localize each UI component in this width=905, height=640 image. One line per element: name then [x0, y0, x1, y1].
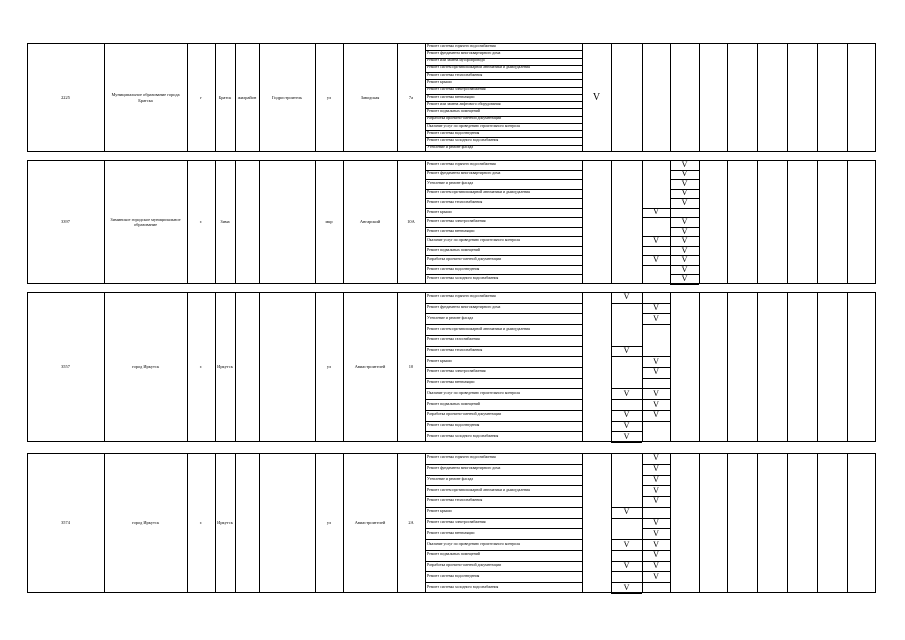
check-mark: V — [653, 496, 659, 506]
mark-cell-border — [611, 346, 642, 347]
work-item: Ремонт системы холодного водоснабжения — [427, 584, 499, 589]
column-divider — [817, 453, 818, 593]
cell-city: Иркутск — [217, 364, 233, 370]
work-item: Ремонт системы водоотведения — [427, 266, 480, 271]
mark-cell-border — [670, 189, 699, 190]
column-divider — [787, 292, 788, 442]
work-row-divider — [425, 246, 582, 247]
work-row-divider — [425, 189, 582, 190]
work-row-divider — [425, 72, 582, 73]
mark-cell-border — [611, 303, 642, 304]
cell-district: жилрайон — [237, 94, 257, 100]
work-item: Ремонт системы холодного водоснабжения — [427, 138, 499, 143]
work-item: Ремонт или замена лифтового оборудования — [427, 101, 501, 106]
work-row-divider — [425, 346, 582, 347]
column-divider — [875, 453, 876, 593]
column-divider — [582, 453, 583, 593]
work-item: Ремонт подвальных помещений — [427, 552, 480, 557]
column-divider — [757, 43, 758, 152]
work-row-divider — [425, 123, 582, 124]
check-mark: V — [623, 420, 630, 430]
mark-cell-border — [611, 582, 642, 583]
work-row-divider — [425, 130, 582, 131]
mark-cell-border — [642, 528, 670, 529]
mark-cell-border — [611, 593, 642, 594]
work-item: Ремонт системы вентиляции — [427, 94, 475, 99]
column-divider — [757, 453, 758, 593]
cell-street: Авиастроителей — [354, 520, 386, 526]
check-mark: V — [681, 274, 688, 284]
cell-num: 3557 — [61, 364, 70, 370]
column-divider — [875, 160, 876, 284]
work-item: Ремонт фундамента многоквартирного дома — [427, 305, 501, 310]
check-mark: V — [623, 345, 630, 355]
mark-cell-border — [642, 475, 670, 476]
mark-cell-border — [642, 265, 670, 266]
mark-cell-border — [670, 265, 699, 266]
work-item: Ремонт системы электроснабжения — [427, 520, 486, 525]
cell-microdistrict: Гидростроитель — [271, 94, 303, 100]
work-row-divider — [425, 582, 582, 583]
work-item: Ремонт системы вентиляции — [427, 380, 475, 385]
cell-street: Авиастроителей — [354, 364, 386, 370]
check-mark: V — [623, 507, 630, 517]
check-mark: V — [681, 226, 688, 236]
mark-cell-border — [611, 388, 642, 389]
cell-street-prefix: ул — [326, 520, 332, 526]
column-divider — [699, 160, 700, 284]
cell-city-prefix: г. — [199, 520, 203, 526]
mark-cell-border — [642, 410, 670, 411]
work-item: Ремонт системы вентиляции — [427, 228, 475, 233]
check-mark: V — [681, 217, 688, 226]
work-item: Ремонт системы теплоснабжения — [427, 199, 483, 204]
column-divider — [699, 453, 700, 593]
work-row-divider — [425, 236, 582, 237]
column-divider — [787, 453, 788, 593]
mark-cell-border — [670, 246, 699, 247]
work-item: Оказание услуг по проведению строительного контроля — [427, 123, 520, 128]
column-divider — [875, 292, 876, 442]
work-item: Ремонт фундамента многоквартирного дома — [427, 171, 501, 176]
work-item: Разработка проектно-сметной документации — [427, 257, 502, 262]
column-divider — [757, 160, 758, 284]
cell-district — [235, 453, 259, 593]
check-mark: V — [653, 207, 659, 217]
cell-city: Зима — [220, 219, 230, 225]
mark-cell-border — [642, 208, 670, 209]
cell-num: 3574 — [61, 520, 70, 526]
work-row-divider — [425, 94, 582, 95]
check-mark: V — [653, 453, 659, 463]
work-row-divider — [425, 335, 582, 336]
work-row-divider — [425, 399, 582, 400]
check-mark: V — [623, 561, 630, 571]
work-item: Разработка проектно-сметной документации — [427, 563, 502, 568]
mark-cell-border — [670, 284, 699, 285]
work-item: Ремонт системы водоотведения — [427, 573, 480, 578]
check-mark: V — [653, 399, 659, 409]
check-mark: V — [592, 91, 601, 103]
check-mark: V — [681, 188, 688, 198]
mark-cell-border — [670, 160, 699, 161]
cell-municipality: Зиминское городское муниципальное образование — [110, 216, 181, 227]
work-item: Ремонт системы горячего водоснабжения — [427, 455, 496, 460]
cell-street: Заводская — [360, 94, 380, 100]
mark-cell-border — [611, 539, 642, 540]
mark-cell-border — [642, 464, 670, 465]
cell-street-prefix: ул — [326, 364, 332, 370]
work-row-divider — [425, 101, 582, 102]
work-row-divider — [425, 255, 582, 256]
column-divider — [582, 160, 583, 284]
column-divider — [611, 43, 612, 152]
mark-cell-border — [670, 179, 699, 180]
work-row-divider — [425, 528, 582, 529]
check-mark: V — [653, 367, 659, 377]
work-row-divider — [425, 550, 582, 551]
work-row-divider — [425, 571, 582, 572]
work-row-divider — [425, 518, 582, 519]
work-row-divider — [425, 265, 582, 266]
check-mark: V — [623, 292, 630, 302]
mark-cell-border — [642, 485, 670, 486]
work-row-divider — [425, 388, 582, 389]
record-block — [27, 453, 876, 593]
mark-cell-border — [642, 539, 670, 540]
work-row-divider — [425, 87, 582, 88]
work-item: Ремонт систем противопожарной автоматики и дымоудаления — [427, 326, 530, 331]
mark-cell-border — [611, 518, 642, 519]
work-item: Разработка проектно-сметной документации — [427, 412, 502, 417]
work-row-divider — [425, 464, 582, 465]
check-mark: V — [623, 539, 630, 549]
work-row-divider — [425, 217, 582, 218]
check-mark: V — [623, 410, 630, 420]
mark-cell-border — [642, 303, 670, 304]
work-item: Ремонт или замена мусоропровода — [427, 58, 485, 63]
column-divider — [582, 292, 583, 442]
mark-cell-border — [670, 198, 699, 199]
column-divider — [847, 453, 848, 593]
work-row-divider — [425, 50, 582, 51]
cell-city: Братск — [218, 94, 232, 100]
check-mark: V — [653, 539, 659, 549]
mark-cell-border — [642, 313, 670, 314]
column-divider — [699, 292, 700, 442]
check-mark: V — [653, 485, 659, 495]
mark-cell-border — [642, 453, 670, 454]
mark-cell-border — [642, 421, 670, 422]
cell-house: 7а — [408, 94, 414, 100]
cell-district — [235, 160, 259, 284]
mark-cell-border — [670, 236, 699, 237]
check-mark: V — [623, 582, 630, 592]
column-divider — [699, 43, 700, 152]
cell-house: 10 — [408, 364, 414, 370]
work-row-divider — [425, 410, 582, 411]
check-mark: V — [681, 197, 688, 207]
mark-cell-border — [642, 582, 670, 583]
work-item: Ремонт системы электроснабжения — [427, 87, 486, 92]
mark-cell-border — [642, 518, 670, 519]
mark-cell-border — [670, 217, 699, 218]
work-item: Ремонт системы электроснабжения — [427, 369, 486, 374]
work-row-divider — [425, 431, 582, 432]
check-mark: V — [653, 474, 659, 484]
mark-cell-border — [611, 571, 642, 572]
check-mark: V — [681, 245, 688, 255]
work-item: Ремонт фундамента многоквартирного дома — [427, 50, 501, 55]
mark-cell-border — [670, 255, 699, 256]
work-row-divider — [425, 58, 582, 59]
check-mark: V — [623, 388, 630, 398]
work-item: Ремонт подвальных помещений — [427, 401, 480, 406]
work-item: Ремонт подвальных помещений — [427, 247, 480, 252]
work-item: Оказание услуг по проведению строительного контроля — [427, 541, 520, 546]
column-divider — [817, 43, 818, 152]
mark-cell-border — [611, 431, 642, 432]
column-divider — [787, 160, 788, 284]
cell-municipality: Муниципальное образование города Братска — [111, 92, 180, 103]
check-mark: V — [653, 356, 659, 366]
check-mark: V — [653, 410, 659, 420]
work-row-divider — [425, 378, 582, 379]
work-row-divider — [425, 198, 582, 199]
work-item: Ремонт системы газоснабжения — [427, 337, 480, 342]
cell-street-prefix: ул — [326, 94, 332, 100]
work-row-divider — [425, 367, 582, 368]
work-item: Разработка проектно-сметной документации — [427, 116, 502, 121]
cell-municipality: город Иркутск — [131, 364, 160, 370]
work-item: Ремонт системы водоотведения — [427, 130, 480, 135]
column-divider — [670, 43, 671, 152]
check-mark: V — [653, 303, 659, 313]
column-divider — [727, 160, 728, 284]
mark-cell-border — [642, 324, 670, 325]
work-row-divider — [425, 79, 582, 80]
cell-microdistrict — [259, 453, 315, 593]
work-item: Ремонт крыши — [427, 358, 452, 363]
work-row-divider — [425, 227, 582, 228]
mark-cell-border — [670, 227, 699, 228]
check-mark: V — [681, 169, 688, 179]
work-item: Ремонт крыши — [427, 80, 452, 84]
work-item: Утепление и ремонт фасада — [427, 315, 474, 320]
check-mark: V — [653, 388, 659, 398]
work-item: Утепление и ремонт фасада — [427, 180, 474, 185]
mark-cell-border — [611, 550, 642, 551]
mark-cell-border — [611, 507, 642, 508]
mark-cell-border — [642, 571, 670, 572]
cell-num: 2225 — [61, 94, 70, 100]
cell-district — [235, 292, 259, 442]
work-item: Ремонт системы горячего водоснабжения — [427, 161, 496, 166]
work-item: Ремонт системы горячего водоснабжения — [427, 294, 496, 299]
work-item: Ремонт систем противопожарной автоматики и дымоудаления — [427, 190, 530, 195]
cell-municipality: город Иркутск — [131, 520, 160, 526]
mark-cell-border — [670, 274, 699, 275]
record-block — [27, 43, 876, 152]
cell-microdistrict — [259, 160, 315, 284]
column-divider — [727, 292, 728, 442]
work-item: Ремонт системы вентиляции — [427, 530, 475, 535]
column-divider — [642, 43, 643, 152]
check-mark: V — [681, 264, 688, 274]
work-row-divider — [425, 475, 582, 476]
cell-street-prefix: мкр — [325, 219, 333, 225]
mark-cell-border — [611, 561, 642, 562]
work-row-divider — [425, 324, 582, 325]
work-row-divider — [425, 274, 582, 275]
check-mark: V — [653, 236, 659, 246]
work-item: Оказание услуг по проведению строительного контроля — [427, 238, 520, 243]
column-divider — [817, 160, 818, 284]
work-item: Ремонт систем противопожарной автоматики и дымоудаления — [427, 65, 530, 70]
mark-cell-border — [642, 496, 670, 497]
column-divider — [847, 292, 848, 442]
column-divider — [670, 292, 671, 442]
record-block — [27, 292, 876, 442]
column-divider — [847, 160, 848, 284]
cell-microdistrict — [259, 292, 315, 442]
mark-cell-border — [642, 246, 670, 247]
mark-cell-border — [611, 421, 642, 422]
mark-cell-border — [642, 217, 670, 218]
cell-num: 3397 — [61, 219, 70, 225]
check-mark: V — [653, 561, 659, 571]
check-mark: V — [653, 313, 659, 323]
check-mark: V — [653, 550, 659, 560]
check-mark: V — [623, 431, 630, 441]
mark-cell-border — [611, 292, 642, 293]
check-mark: V — [653, 518, 659, 527]
work-row-divider — [425, 145, 582, 146]
work-item: Ремонт системы водоотведения — [427, 422, 480, 427]
cell-city-prefix: г. — [199, 219, 203, 225]
mark-cell-border — [642, 367, 670, 368]
work-row-divider — [425, 539, 582, 540]
check-mark: V — [653, 528, 659, 538]
mark-cell-border — [642, 550, 670, 551]
work-item: Утепление и ремонт фасада — [427, 476, 474, 481]
mark-cell-border — [642, 388, 670, 389]
column-divider — [875, 43, 876, 152]
check-mark: V — [681, 159, 688, 169]
work-item: Ремонт системы холодного водоснабжения — [427, 433, 499, 438]
work-item: Ремонт фундамента многоквартирного дома — [427, 466, 501, 471]
work-row-divider — [425, 208, 582, 209]
work-row-divider — [425, 108, 582, 109]
cell-city-prefix: г. — [199, 364, 203, 370]
mark-cell-border — [642, 255, 670, 256]
column-divider — [787, 43, 788, 152]
mark-cell-border — [642, 356, 670, 357]
work-row-divider — [425, 170, 582, 171]
mark-cell-border — [670, 208, 699, 209]
work-item: Ремонт крыши — [427, 509, 452, 514]
column-divider — [847, 43, 848, 152]
mark-cell-border — [642, 507, 670, 508]
check-mark: V — [681, 255, 688, 265]
column-divider — [582, 43, 583, 152]
mark-cell-border — [611, 442, 642, 443]
work-row-divider — [425, 496, 582, 497]
work-item: Ремонт системы горячего водоснабжения — [427, 43, 496, 48]
column-divider — [817, 292, 818, 442]
check-mark: V — [681, 236, 688, 246]
work-item: Ремонт систем противопожарной автоматики и дымоудаления — [427, 487, 530, 492]
mark-cell-border — [611, 410, 642, 411]
mark-cell-border — [611, 399, 642, 400]
column-divider — [727, 43, 728, 152]
work-item: Ремонт системы теплоснабжения — [427, 347, 483, 352]
work-row-divider — [425, 561, 582, 562]
column-divider — [757, 292, 758, 442]
cell-house: 10А — [407, 219, 415, 225]
check-mark: V — [681, 178, 688, 188]
mark-cell-border — [611, 356, 642, 357]
work-item: Утепление и ремонт фасада — [427, 145, 474, 150]
column-divider — [670, 453, 671, 593]
work-item: Ремонт подвальных помещений — [427, 109, 480, 114]
check-mark: V — [653, 464, 659, 474]
cell-house: 2А — [408, 520, 414, 526]
column-divider — [611, 160, 612, 284]
work-row-divider — [425, 116, 582, 117]
work-item: Ремонт системы теплоснабжения — [427, 498, 483, 503]
work-row-divider — [425, 507, 582, 508]
work-row-divider — [425, 303, 582, 304]
mark-cell-border — [642, 378, 670, 379]
cell-city: Иркутск — [217, 520, 233, 526]
work-row-divider — [425, 356, 582, 357]
work-item: Ремонт системы холодного водоснабжения — [427, 276, 499, 281]
mark-cell-border — [642, 236, 670, 237]
mark-cell-border — [670, 170, 699, 171]
check-mark: V — [653, 571, 659, 581]
record-block — [27, 160, 876, 284]
work-item: Оказание услуг по проведению строительного контроля — [427, 390, 520, 395]
work-row-divider — [425, 179, 582, 180]
work-item: Ремонт системы теплоснабжения — [427, 72, 483, 77]
work-row-divider — [425, 137, 582, 138]
work-row-divider — [425, 421, 582, 422]
work-row-divider — [425, 313, 582, 314]
work-row-divider — [425, 485, 582, 486]
column-divider — [611, 292, 612, 442]
cell-city-prefix: г — [200, 94, 202, 100]
work-row-divider — [425, 65, 582, 66]
work-item: Ремонт системы электроснабжения — [427, 219, 486, 224]
cell-street: Ангарский — [359, 219, 381, 225]
mark-cell-border — [642, 399, 670, 400]
mark-cell-border — [642, 561, 670, 562]
column-divider — [727, 453, 728, 593]
check-mark: V — [653, 255, 659, 265]
work-item: Ремонт крыши — [427, 209, 452, 214]
